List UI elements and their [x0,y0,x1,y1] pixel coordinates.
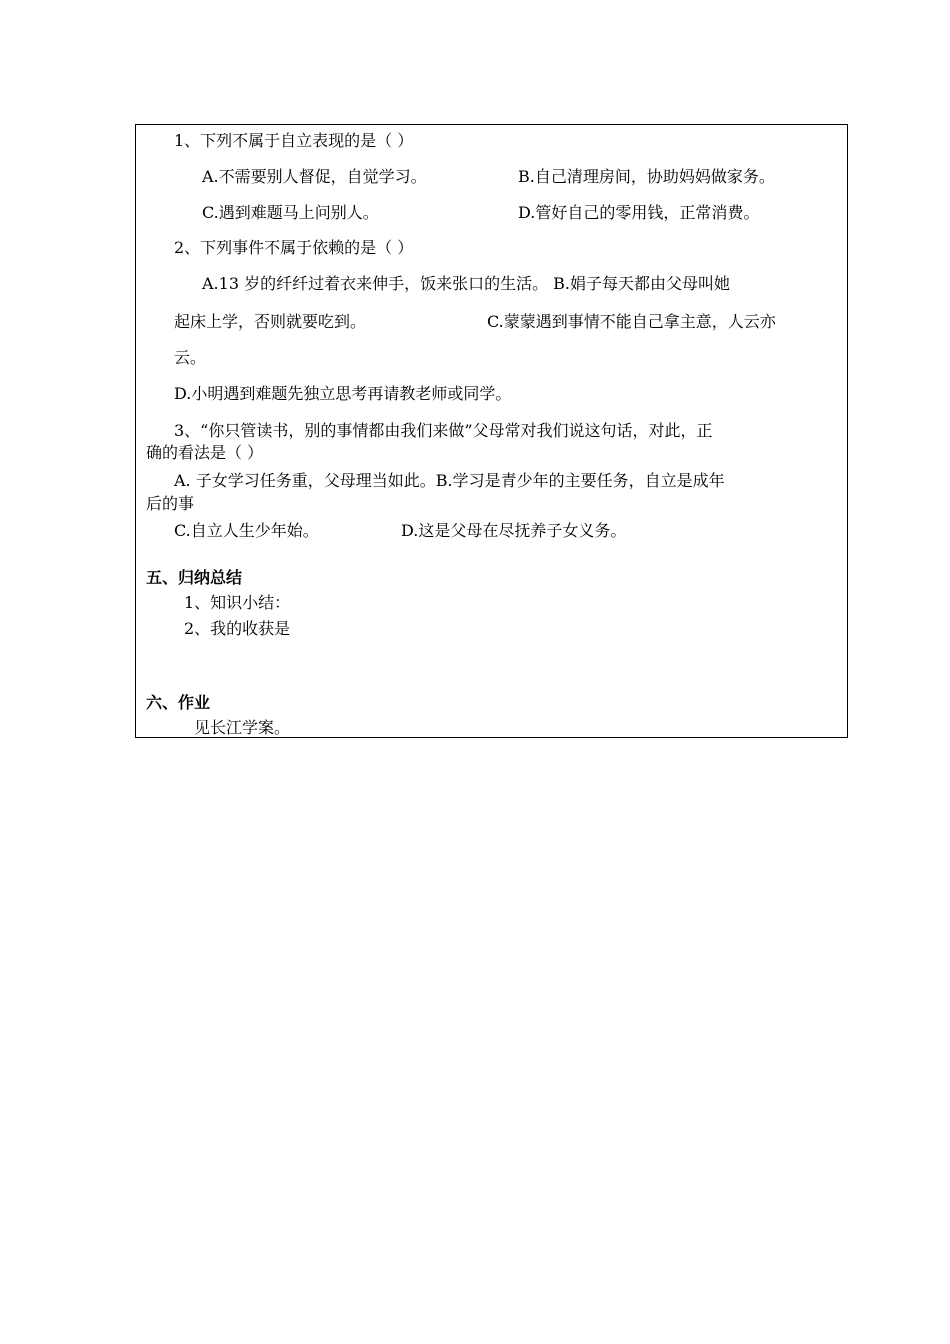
question-2-line-2b: C.蒙蒙遇到事情不能自己拿主意，人云亦 [487,312,776,331]
question-3-line-4: 后的事 [146,494,195,513]
homework-content: 见长江学案。 [194,718,291,737]
question-1-option-c: C.遇到难题马上问别人。 [202,203,379,222]
section-5-heading: 五、归纳总结 [146,568,243,587]
question-2-line-2a: 起床上学，否则就要吃到。 [174,312,367,331]
question-2-line-3: 云。 [174,348,207,367]
question-1-option-a: A.不需要别人督促，自觉学习。 [202,167,427,186]
question-3-line-3: A. 子女学习任务重，父母理当如此。B.学习是青少年的主要任务，自立是成年 [174,471,725,490]
question-1-option-b: B.自己清理房间，协助妈妈做家务。 [518,167,775,186]
summary-item-2: 2、我的收获是 [184,619,291,638]
question-3-line-1: 3、“你只管读书，别的事情都由我们来做”父母常对我们说这句话，对此，正 [174,421,713,440]
summary-item-1: 1、知识小结： [184,593,291,612]
question-1-option-d: D.管好自己的零用钱，正常消费。 [518,203,760,222]
content-table-cell [135,124,848,738]
question-2-option-d: D.小明遇到难题先独立思考再请教老师或同学。 [174,384,512,403]
question-3-option-d: D.这是父母在尽抚养子女义务。 [401,521,627,540]
section-6-heading: 六、作业 [146,693,211,712]
question-3-line-2: 确的看法是（ ） [146,443,264,462]
question-3-option-c: C.自立人生少年始。 [174,521,319,540]
question-2-stem: 2、下列事件不属于依赖的是（ ） [174,238,414,257]
question-2-line-1: A.13 岁的纤纤过着衣来伸手，饭来张口的生活。 B.娟子每天都由父母叫她 [202,274,731,293]
question-1-stem: 1、下列不属于自立表现的是（ ） [174,131,414,150]
